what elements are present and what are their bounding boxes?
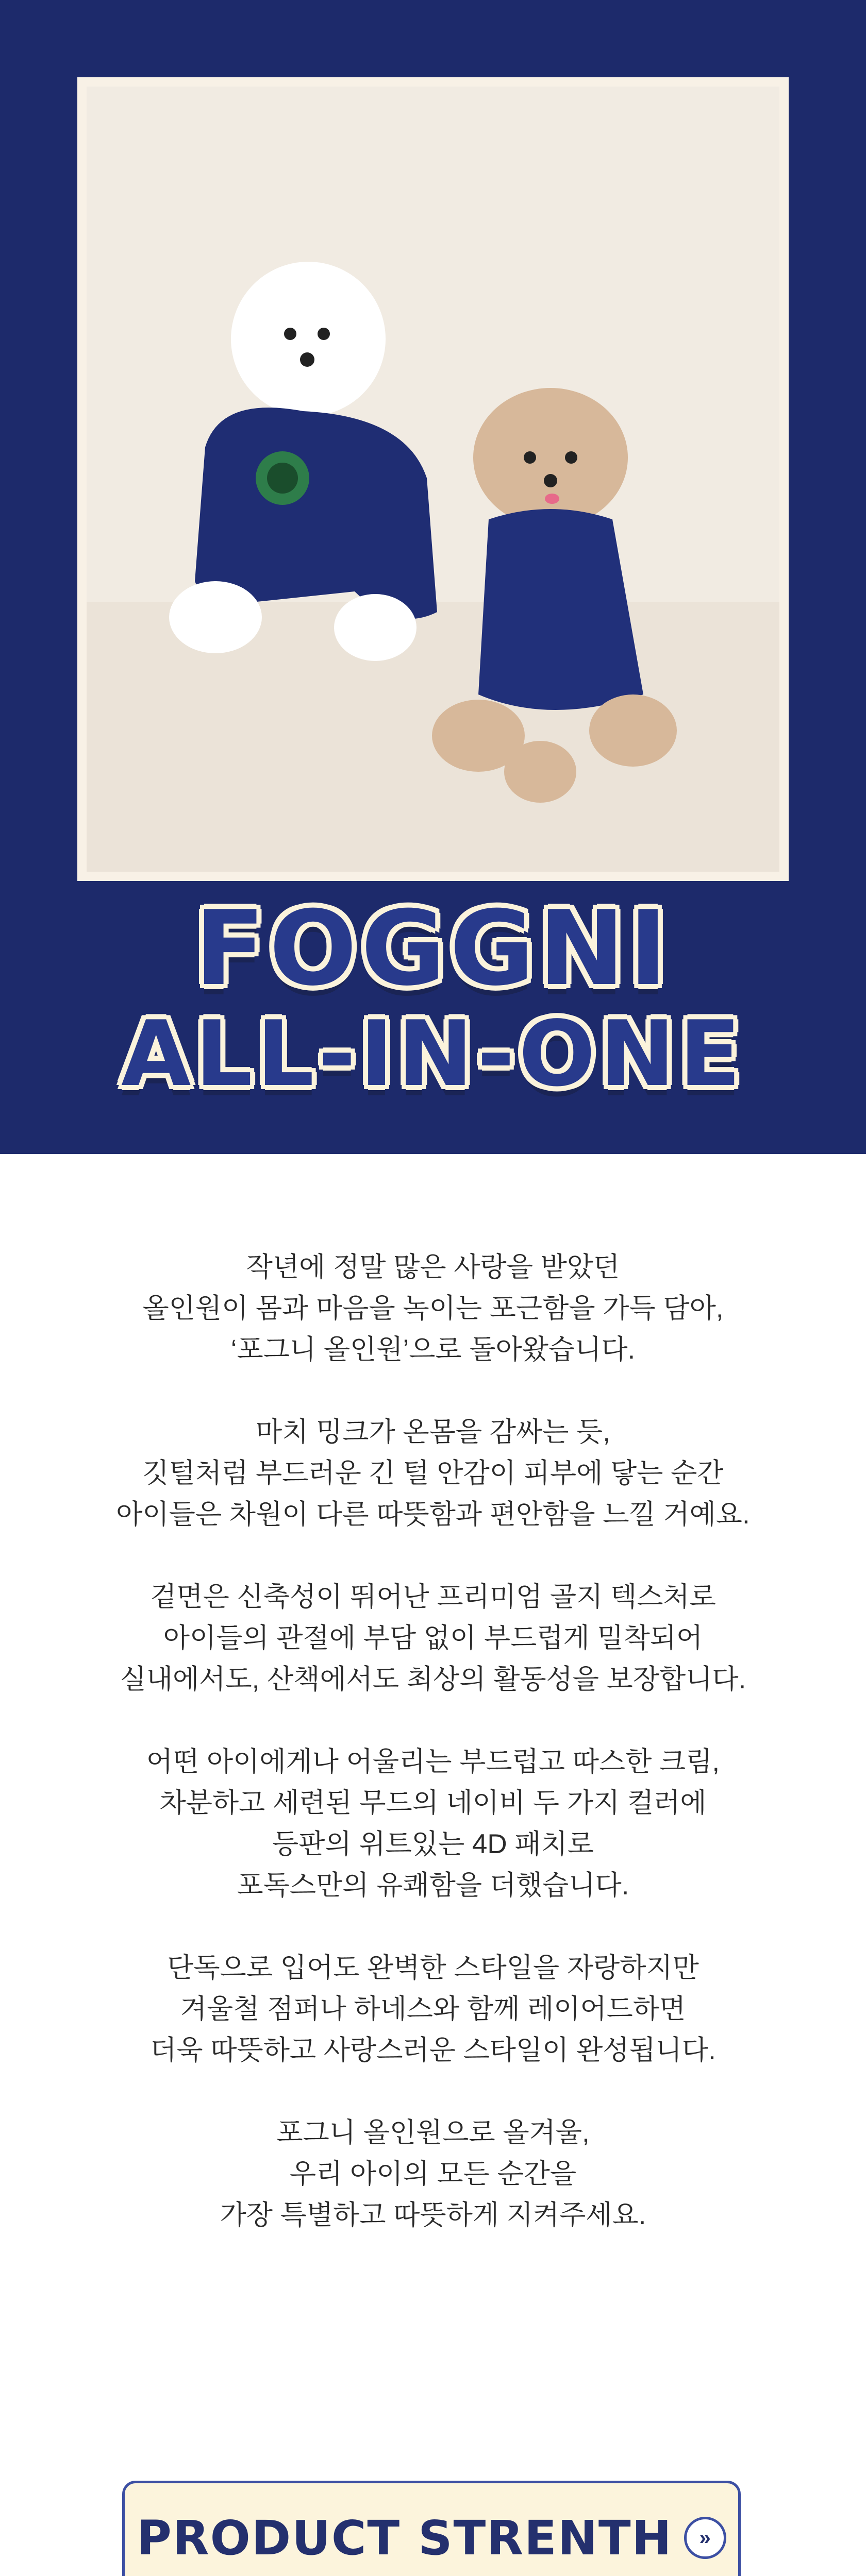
product-strength-button[interactable]: [122, 2481, 741, 2576]
story-paragraph: 단독으로 입어도 완벽한 스타일을 자랑하지만 겨울철 점퍼나 하네스와 함께 레이어드하면 더욱 따뜻하고 사랑스러운 스타일이 완성됩니다.: [150, 1953, 716, 2065]
story-paragraph: 작년에 정말 많은 사랑을 받았던 올인원이 몸과 마음을 녹이는 포근함을 가득 담아, ‘포그니 올인원’으로 돌아왔습니다.: [142, 1252, 724, 1365]
hero-banner: [0, 0, 866, 1154]
dogs-illustration: [87, 87, 779, 872]
hero-title-line2: ALL-IN-ONE: [121, 1002, 745, 1107]
hero-photo: [77, 77, 789, 881]
hero-title-line1: FOGGNI: [194, 889, 672, 1009]
chevron-right-icon: »: [684, 2517, 726, 2559]
product-strength-label: PRODUCT STRENTH: [137, 2510, 673, 2566]
product-story: [0, 1247, 866, 2277]
story-paragraph: 포그니 올인원으로 올겨울, 우리 아이의 모든 순간을 가장 특별하고 따뜻하게 지켜주세요.: [220, 2117, 646, 2230]
story-paragraph: 마치 밍크가 온몸을 감싸는 듯, 깃털처럼 부드러운 긴 털 안감이 피부에 닿는 순간 아이들은 차원이 다른 따뜻함과 편안함을 느낄 거예요.: [116, 1417, 750, 1530]
story-paragraph: 어떤 아이에게나 어울리는 부드럽고 따스한 크림, 차분하고 세련된 무드의 네이비 두 가지 컬러에 등판의 위트있는 4D 패치로 포독스만의 유쾌함을 더했습니다.: [146, 1747, 720, 1901]
story-paragraph: 겉면은 신축성이 뛰어난 프리미엄 골지 텍스처로 아이들의 관절에 부담 없이 부드럽게 밀착되어 실내에서도, 산책에서도 최상의 활동성을 보장합니다.: [120, 1582, 746, 1694]
